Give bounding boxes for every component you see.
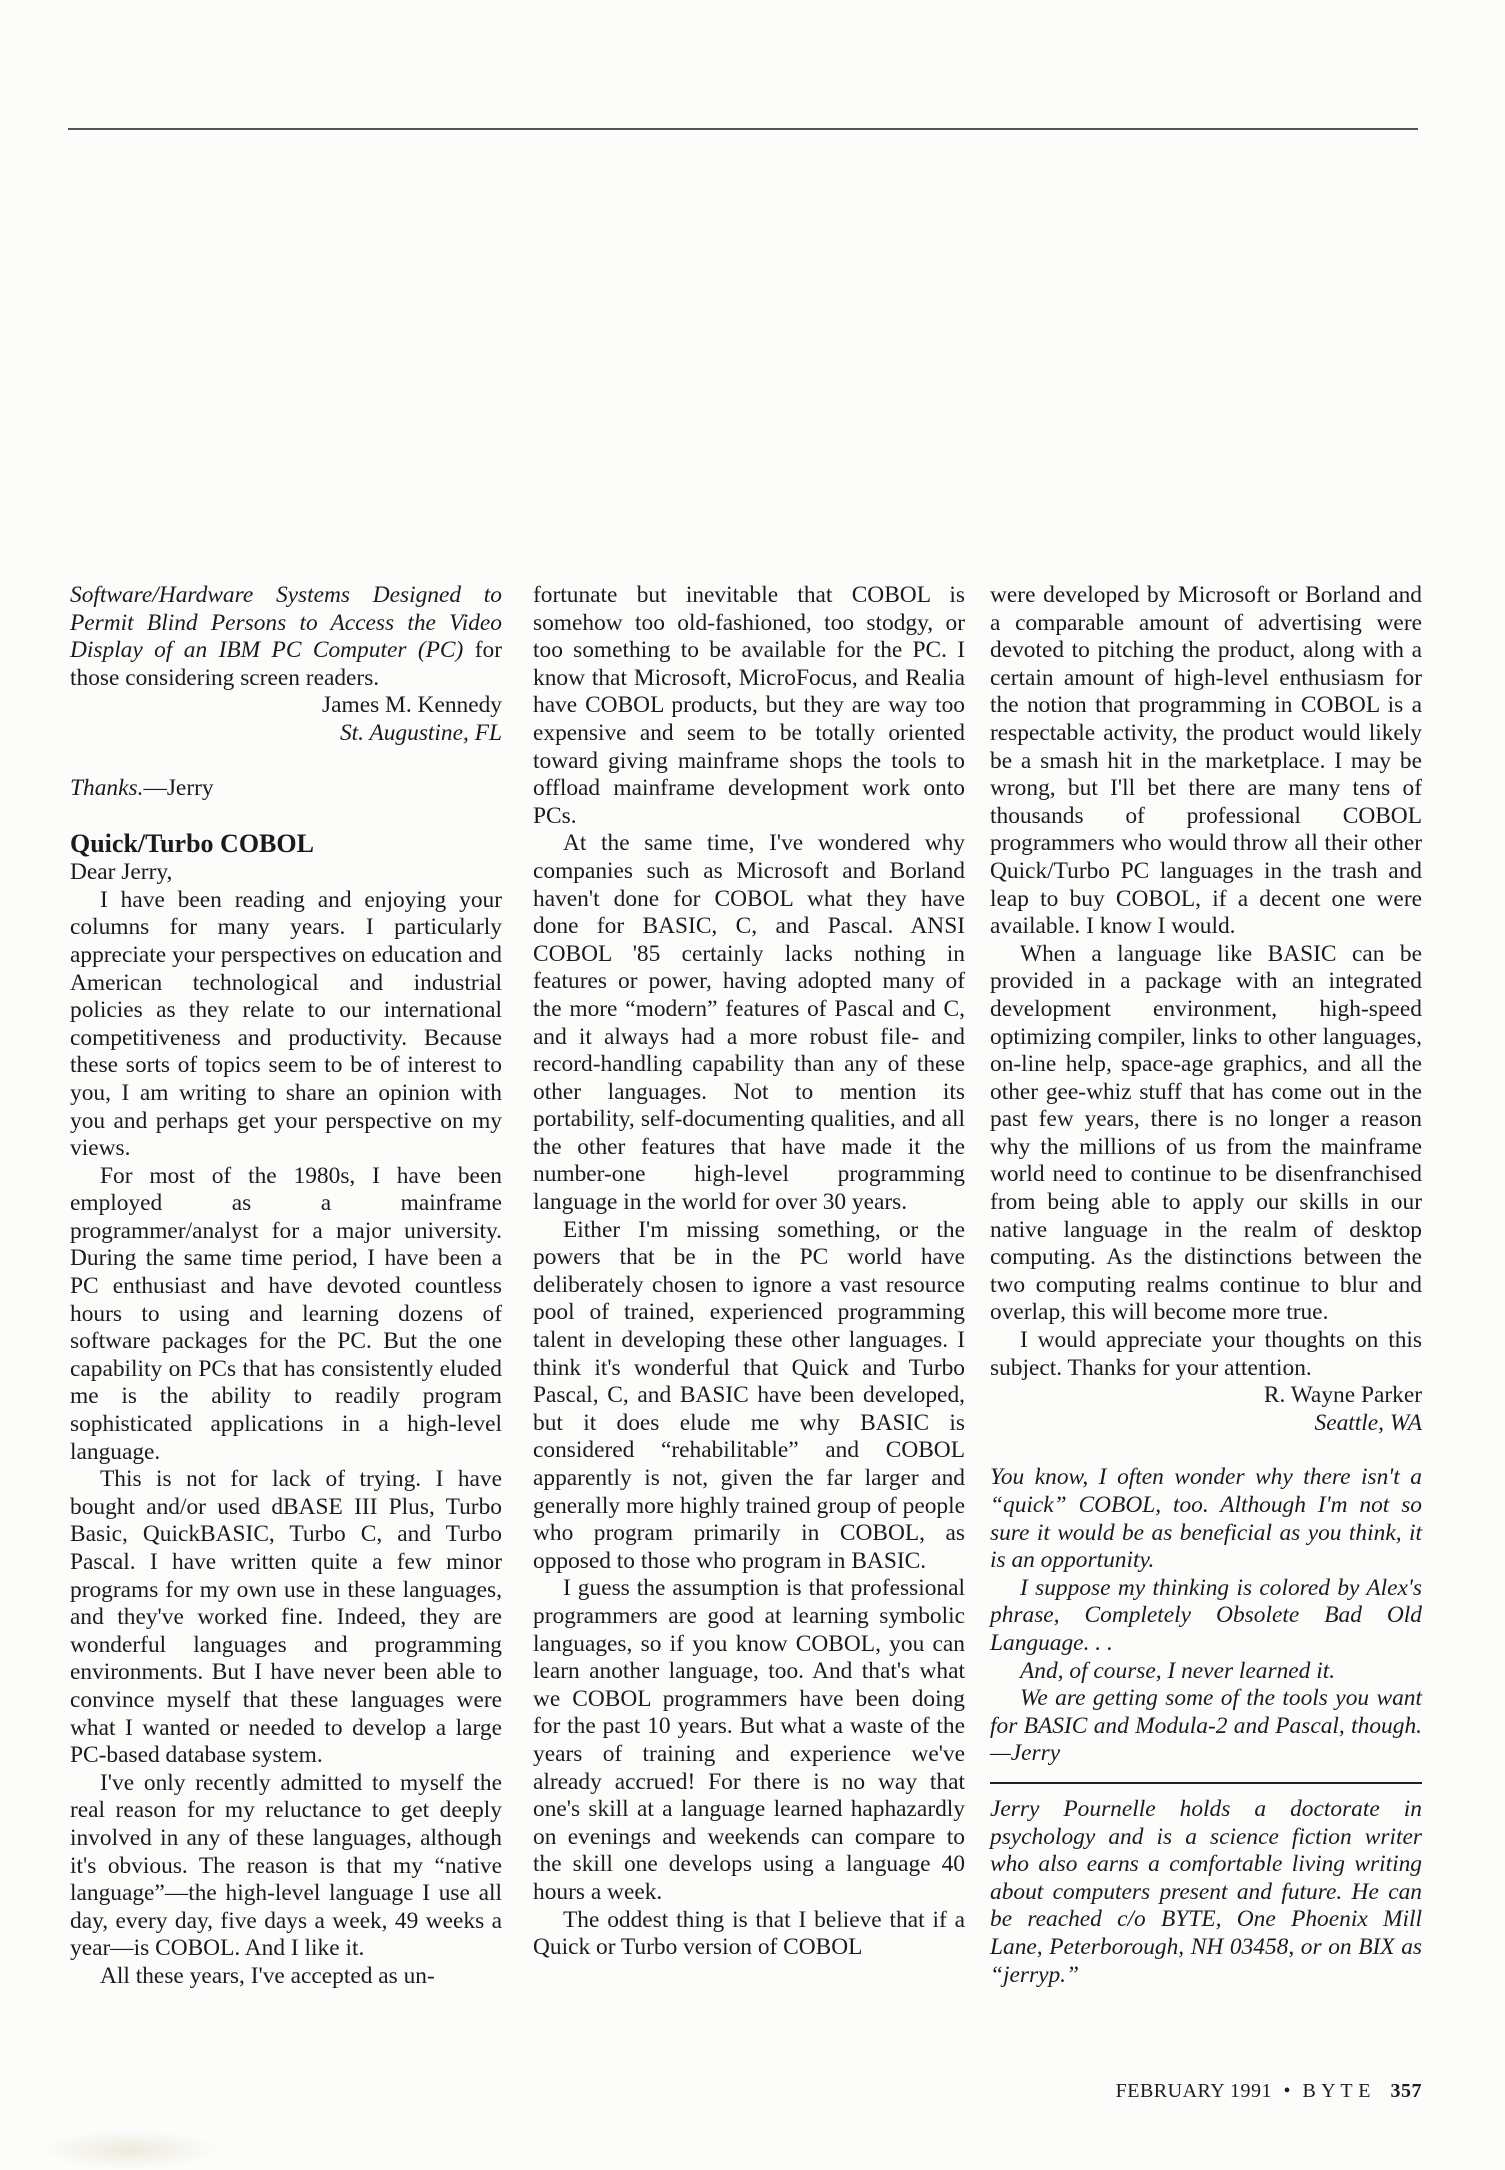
reply-paragraph: We are getting some of the tools you want for BASIC and Modula-2 and Pascal, though.—Jerry [990,1685,1422,1767]
author-bio: Jerry Pournelle holds a doctorate in psychology and is a science fiction writer who also earns a comfortable living writing about computers present and future. He can be reached c/o BYTE, One Phoenix Mill Lane, Peterborough, NH 03458, or on BIX as “jerryp.” [990,1795,1422,1988]
letter-heading: Quick/Turbo COBOL [70,829,314,859]
column-3 [990,582,1422,1989]
body-paragraph: When a language like BASIC can be provided in a package with an integrated development environment, high-speed optimizing compiler, links to other languages, on-line help, space-age graphics, and all the other gee-whiz stuff that has come out in the past few years, there is no longer a reason why the millions of us from the mainframe world need to continue to be disenfranchised from being able to apply our skills in our native language in the realm of desktop computing. As the distinctions between the two computing realms continue to blur and overlap, this will become more true. [990,940,1422,1326]
body-paragraph: I've only recently admitted to myself the real reason for my reluctance to get deeply involved in any of these languages, although it's obvious. The reason is that my “native language”—the high-level language I use all day, every day, five days a week, 49 weeks a year—is COBOL. And I like it. [70,1769,502,1962]
body-paragraph: I would appreciate your thoughts on this subject. Thanks for your attention. [990,1327,1422,1381]
signature-place: St. Augustine, FL [339,719,502,746]
scan-smudge [40,2130,220,2170]
thanks-word: Thanks. [70,774,144,801]
reply-paragraph: I suppose my thinking is colored by Alex's phrase, Completely Obsolete Bad Old Language. . . [990,1574,1422,1656]
reply-paragraph: And, of course, I never learned it. [1020,1657,1336,1684]
body-paragraph: were developed by Microsoft or Borland and a comparable amount of advertising were devoted to pitching the product, along with a certain amount of high-level enthusiasm for the notion that programming in COBOL is a respectable activity, the product would likely be a smash hit in the marketplace. I may be wrong, but I'll bet there are many tens of thousands of professional COBOL programmers who would throw all their other Quick/Turbo PC languages in the trash and leap to buy COBOL, if a decent one were available. I know I would. [990,582,1422,940]
reply-paragraph: You know, I often wonder why there isn't a “quick” COBOL, too. Although I'm not so sure it would be as beneficial as you think, it is an opportunity. [990,1464,1422,1574]
magazine-name: B Y T E [1302,2080,1371,2102]
signature-name: R. Wayne Parker [1263,1382,1422,1409]
thanks-sign: —Jerry [143,774,214,801]
body-paragraph: The oddest thing is that I believe that if a Quick or Turbo version of COBOL [533,1906,965,1961]
body-paragraph: At the same time, I've wondered why companies such as Microsoft and Borland haven't done for COBOL what they have done for BASIC, C, and Pascal. ANSI COBOL '85 certainly lacks nothing in features or power, having adopted many of the more “modern” features of Pascal and C, and it always had a more robust file- and record-handling capability than any of these other languages. Not to mention its portability, self-documenting qualities, and all the other features that have made it the number-one high-level programming language in the world for over 30 years. [533,830,965,1216]
bio-divider [990,1782,1422,1784]
intro-title: Software/Hardware Systems Designed to Permit Blind Persons to Access the Video Display of an IBM PC Computer (PC) [70,582,502,664]
footer-bullet: • [1283,2080,1291,2102]
thanks-line [70,775,502,803]
signature-name: James M. Kennedy [322,692,502,719]
column-2 [533,582,965,1962]
body-paragraph: I have been reading and enjoying your columns for many years. I particularly appreciate your perspectives on education and American technological and industrial policies as they relate to our international competitiveness and productivity. Because these sorts of topics seem to be of interest to you, I am writing to share an opinion with you and perhaps get your perspective on my views. [70,886,502,1162]
signature-place: Seattle, WA [1314,1409,1422,1436]
body-paragraph: This is not for lack of trying. I have bought and/or used dBASE III Plus, Turbo Basic, QuickBASIC, Turbo C, and Turbo Pascal. I have written quite a few minor programs for my own use in these languages, and they've worked fine. Indeed, they are wonderful languages and programming environments. But I have never been able to convince myself that these languages were what I wanted or needed to develop a large PC-based database system. [70,1466,502,1769]
top-rule [68,128,1418,130]
column-1 [70,582,502,1991]
intro-rest: for those considering screen readers. [70,637,502,691]
page-number: 357 [1390,2080,1422,2102]
issue-date: FEBRUARY 1991 [1115,2080,1272,2102]
body-paragraph: fortunate but inevitable that COBOL is somehow too old-fashioned, too stodgy, or too something to be available for the PC. I know that Microsoft, MicroFocus, and Realia have COBOL products, but they are way too expensive and seem to be totally oriented toward giving mainframe shops the tools to offload mainframe development work onto PCs. [533,582,965,829]
page-footer [1100,2080,1422,2103]
body-paragraph: For most of the 1980s, I have been employed as a mainframe programmer/analyst for a major university. During the same time period, I have been a PC enthusiast and have devoted countless hours to using and learning dozens of software packages for the PC. But the one capability on PCs that has consistently eluded me is the ability to readily program sophisticated applications in a high-level language. [70,1162,502,1465]
salutation: Dear Jerry, [70,859,173,886]
body-paragraph: I guess the assumption is that professional programmers are good at learning symbolic languages, so if you know COBOL, you can learn another language, too. And that's what we COBOL programmers have been doing for the past 10 years. But what a waste of the years of training and experience we've already accrued! For there is no way that one's skill at a language learned haphazardly on evenings and weekends can compare to the skill one develops using a language 40 hours a week. [533,1575,965,1905]
intro-paragraph [70,582,502,692]
body-paragraph: Either I'm missing something, or the powers that be in the PC world have deliberately chosen to ignore a vast resource pool of trained, experienced programming talent in developing these other languages. I think it's wonderful that Quick and Turbo Pascal, C, and BASIC have been developed, but it does elude me why BASIC is considered “rehabilitable” and COBOL apparently is not, given the far larger and generally more highly trained group of people who program primarily in COBOL, as opposed to those who program in BASIC. [533,1216,965,1574]
body-paragraph: All these years, I've accepted as un- [100,1962,435,1989]
